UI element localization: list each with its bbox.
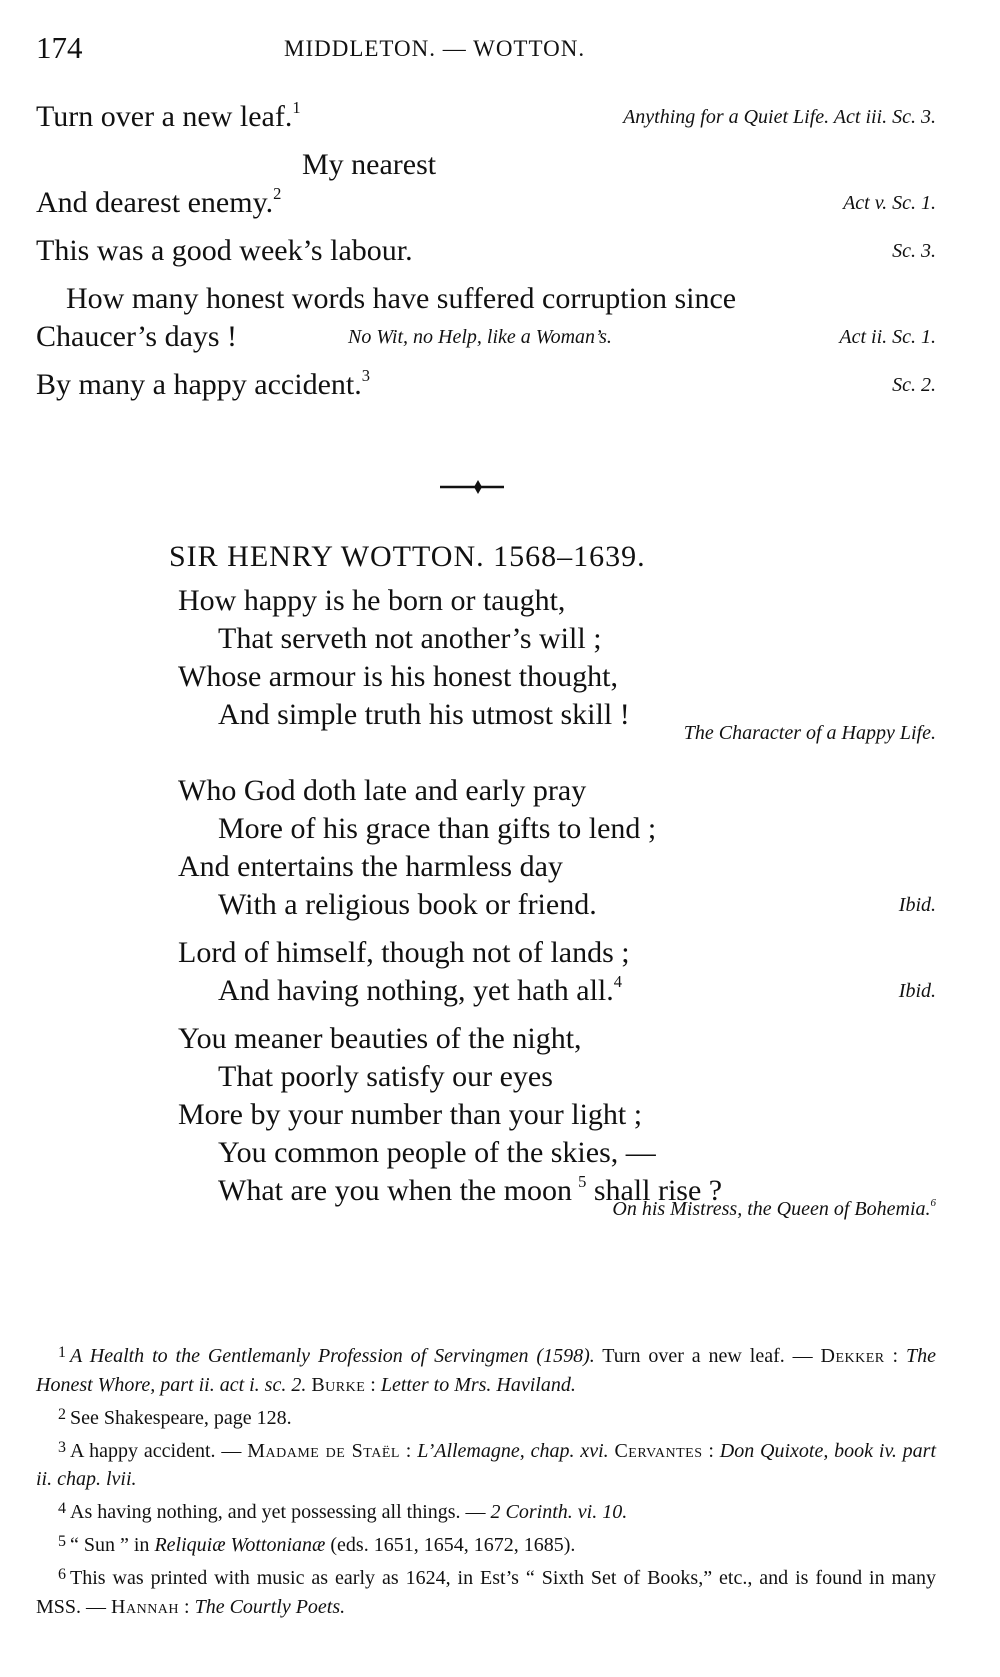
footnote: $^2$ See Shakespeare, page 128. <box>58 1405 292 1429</box>
quote-source: Act v. Sc. 1. <box>843 192 936 214</box>
footnote-ref: 5 <box>578 1171 587 1191</box>
footnote-italic: A Health to the Gentlemanly Profession of Servingmen (1598). <box>70 1344 595 1367</box>
verse-text: And having nothing, yet hath all.$^4$ <box>218 971 623 1007</box>
quote-text: My nearest <box>302 148 437 181</box>
footnote: $^3$ A happy accident. — Madame de Staël : L’Allemagne, chap. xvi. Cervantes : Don Quixote, book iv. part ii. chap. lvii. <box>36 1438 937 1491</box>
quote-source: Sc. 3. <box>892 240 936 262</box>
verse-line <box>36 660 936 698</box>
verse-text: You common people of the skies, — <box>218 1136 656 1169</box>
verse-line <box>36 1022 936 1060</box>
verse-text: More by your number than your light ; <box>178 1098 643 1131</box>
verse-line <box>36 774 936 812</box>
footnote: $^4$ As having nothing, and yet possessing all things. — 2 Corinth. vi. 10. <box>58 1500 628 1524</box>
verse-text: What are you when the moon $^5$ shall rise ? <box>218 1171 723 1207</box>
ornament-divider-icon <box>440 480 504 494</box>
footnote: $^1$ A Health to the Gentlemanly Profession of Servingmen (1598). Turn over a new leaf. — Dekker : The Honest Whore, part ii. act i. sc. 2. Burke : Letter to Mrs. Haviland. <box>36 1344 936 1396</box>
footnote-ref: 4 <box>613 971 623 991</box>
quote-line <box>36 97 936 140</box>
footnote-number: 1 <box>58 1344 66 1361</box>
footnote-ref: 2 <box>273 183 282 203</box>
quote-text: And dearest enemy. <box>36 186 274 219</box>
verse-line <box>36 1060 936 1098</box>
verse-line <box>36 971 936 1012</box>
footnotes <box>36 1338 936 1622</box>
running-title: MIDDLETON. — WOTTON. <box>284 36 586 61</box>
verse-line <box>36 936 936 974</box>
verse-text: Who God doth late and early pray <box>178 774 587 807</box>
quote-text: This was a good week’s labour. <box>36 234 413 267</box>
quote-source-title: No Wit, no Help, like a Woman’s. <box>348 326 612 348</box>
footnote-number: 6 <box>58 1565 66 1583</box>
verse-text: Lord of himself, though not of lands ; <box>178 936 630 969</box>
verse-line <box>36 1098 936 1136</box>
footnote-ref: 3 <box>361 365 370 385</box>
quote-line <box>36 148 936 188</box>
footnote: $^6$ This was printed with music as early as 1624, in Est’s “ Sixth Set of Books,” etc., and is found in many MSS. — Hannah : The Courtly Poets. <box>36 1565 936 1618</box>
quote-line <box>36 282 936 322</box>
verse-line <box>36 850 936 888</box>
verse-line <box>36 622 936 660</box>
footnote-italic: The Courtly Poets. <box>194 1595 346 1618</box>
footnote-number: 2 <box>58 1405 66 1423</box>
quote-source: Sc. 2. <box>892 374 936 396</box>
verse-attribution: On his Mistress, the Queen of Bohemia.$^6$ <box>612 1197 936 1220</box>
footnote-italic: 2 Corinth. vi. 10. <box>490 1501 628 1524</box>
verse-text: That poorly satisfy our eyes <box>218 1060 553 1093</box>
footnote-ref: 1 <box>292 97 301 117</box>
quote-line <box>36 183 936 226</box>
quote-source: Act ii. Sc. 1. <box>839 326 936 348</box>
verse-text: Whose armour is his honest thought, <box>178 660 618 693</box>
footnote-number: 5 <box>58 1533 66 1551</box>
footnote-italic: L’Allemagne, chap. xvi. <box>417 1439 609 1462</box>
verse-text: And simple truth his utmost skill ! <box>218 698 630 731</box>
verse-text: You meaner beauties of the night, <box>178 1022 582 1055</box>
footnote-ref: 6 <box>930 1197 936 1210</box>
quote-line <box>36 365 936 408</box>
footnote-italic: Reliquiæ Wottonianæ <box>154 1533 326 1556</box>
section-title: SIR HENRY WOTTON. 1568–1639. <box>169 540 646 573</box>
footnote-author: Dekker <box>820 1344 885 1367</box>
quote-line <box>36 320 936 360</box>
footnote-italic: Letter to Mrs. Haviland. <box>380 1373 576 1396</box>
footnote-author: Burke <box>311 1373 366 1396</box>
quote-text: Chaucer’s days ! <box>36 320 238 353</box>
verse-line <box>36 812 936 850</box>
quote-line <box>36 234 936 274</box>
verse-line <box>36 584 936 622</box>
verse-line <box>36 888 936 926</box>
footnote-author: Cervantes <box>614 1439 703 1462</box>
quote-text: Turn over a new leaf. <box>36 100 293 133</box>
footnote-italic: The Honest Whore, part ii. act i. sc. 2. <box>36 1344 936 1396</box>
verse-attribution: The Character of a Happy Life. <box>683 722 936 744</box>
verse-source: Ibid. <box>898 894 936 916</box>
verse-line <box>36 1136 936 1174</box>
footnote: $^5$ “ Sun ” in Reliquiæ Wottonianæ (eds. 1651, 1654, 1672, 1685). <box>58 1533 576 1556</box>
footnote-number: 4 <box>58 1500 66 1518</box>
verse-source: Ibid. <box>898 980 936 1002</box>
quote-source: Anything for a Quiet Life. Act iii. Sc. 3. <box>623 106 936 128</box>
verse-text: And entertains the harmless day <box>178 850 563 883</box>
quote-text: By many a happy accident. <box>36 368 362 401</box>
verse-text: More of his grace than gifts to lend ; <box>218 812 657 845</box>
verse-text: With a religious book or friend. <box>218 888 597 921</box>
running-head <box>36 30 936 70</box>
verse-text: That serveth not another’s will ; <box>218 622 602 655</box>
quote-text: How many honest words have suffered corruption since <box>66 282 737 315</box>
footnote-number: 3 <box>58 1438 66 1456</box>
footnote-author: Madame de Staël <box>247 1439 400 1462</box>
footnote-italic: Don Quixote, book iv. part ii. chap. lvii. <box>36 1439 937 1491</box>
footnote-author: Hannah <box>111 1595 180 1618</box>
page-number: 174 <box>36 30 83 65</box>
verse-text: How happy is he born or taught, <box>178 584 566 617</box>
